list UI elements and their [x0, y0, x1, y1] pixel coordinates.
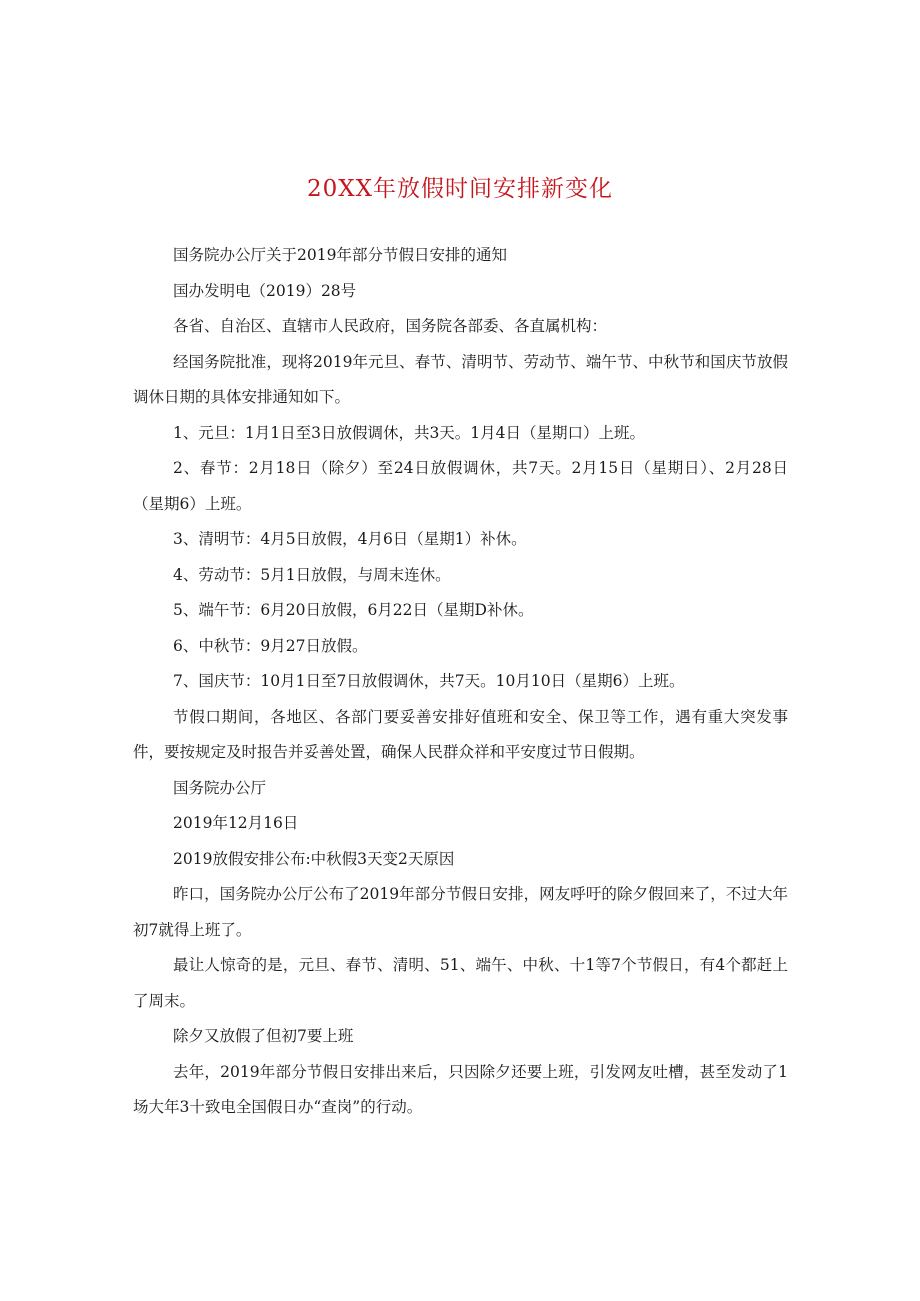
- article-subheading: 2019放假安排公布:中秋假3天变2天原因: [173, 849, 455, 868]
- duty-paragraph: 节假口期间，各地区、各部门要妥善安排好值班和安全、保卫等工作，遇有重大突发事件，要按规定及时报告并妥善处置，确保人民群众祥和平安度过节日假期。: [133, 707, 788, 761]
- holiday-item-dragon-boat: 5、端午节：6月20日放假，6月22日（星期D补休。: [173, 601, 534, 619]
- holiday-item-national-day: 7、国庆节：10月1日至7日放假调休，共7天。10月10日（星期6）上班。: [173, 672, 685, 690]
- document-body: [133, 238, 788, 1126]
- article-subheading: 除夕又放假了但初7要上班: [173, 1027, 354, 1045]
- article-paragraph: 昨口，国务院办公厅公布了2019年部分节假日安排，网友呼吁的除夕假回来了，不过大年初7就得上班了。: [133, 885, 788, 939]
- addressee: 各省、自治区、直辖市人民政府，国务院各部委、各直属机构：: [173, 317, 608, 335]
- intro-paragraph: 经国务院批准，现将2019年元旦、春节、清明节、劳动节、端午节、中秋节和国庆节放假调休日期的具体安排通知如下。: [133, 352, 788, 406]
- article-paragraph: 去年，2019年部分节假日安排出来后，只因除夕还要上班，引发网友吐槽，甚至发动了1场大年3十致电全国假日办“查岗”的行动。: [133, 1062, 788, 1116]
- holiday-item-qingming: 3、清明节：4月5日放假，4月6日（星期1）补休。: [173, 530, 527, 548]
- article-paragraph: 最让人惊奇的是，元旦、春节、清明、51、端午、中秋、十1等7个节假日，有4个都赶上了周末。: [133, 956, 788, 1010]
- document-title: 20XX年放假时间安排新变化: [306, 176, 613, 202]
- holiday-item-mid-autumn: 6、中秋节：9月27日放假。: [173, 636, 368, 655]
- issue-date: 2019年12月16日: [173, 814, 299, 832]
- holiday-item-spring-festival: 2、春节：2月18日（除夕）至24日放假调休，共7天。2月15日（星期日）、2月28日（星期6）上班。: [133, 459, 788, 513]
- notice-heading: 国务院办公厅关于2019年部分节假日安排的通知: [173, 246, 507, 264]
- holiday-item-labor-day: 4、劳动节：5月1日放假，与周末连休。: [173, 565, 451, 584]
- document-number: 国办发明电（2019）28号: [173, 281, 357, 300]
- issuer-signature: 国务院办公厅: [173, 778, 267, 797]
- holiday-item-new-year: 1、元旦：1月1日至3日放假调休，共3天。1月4日（星期口）上班。: [173, 423, 646, 442]
